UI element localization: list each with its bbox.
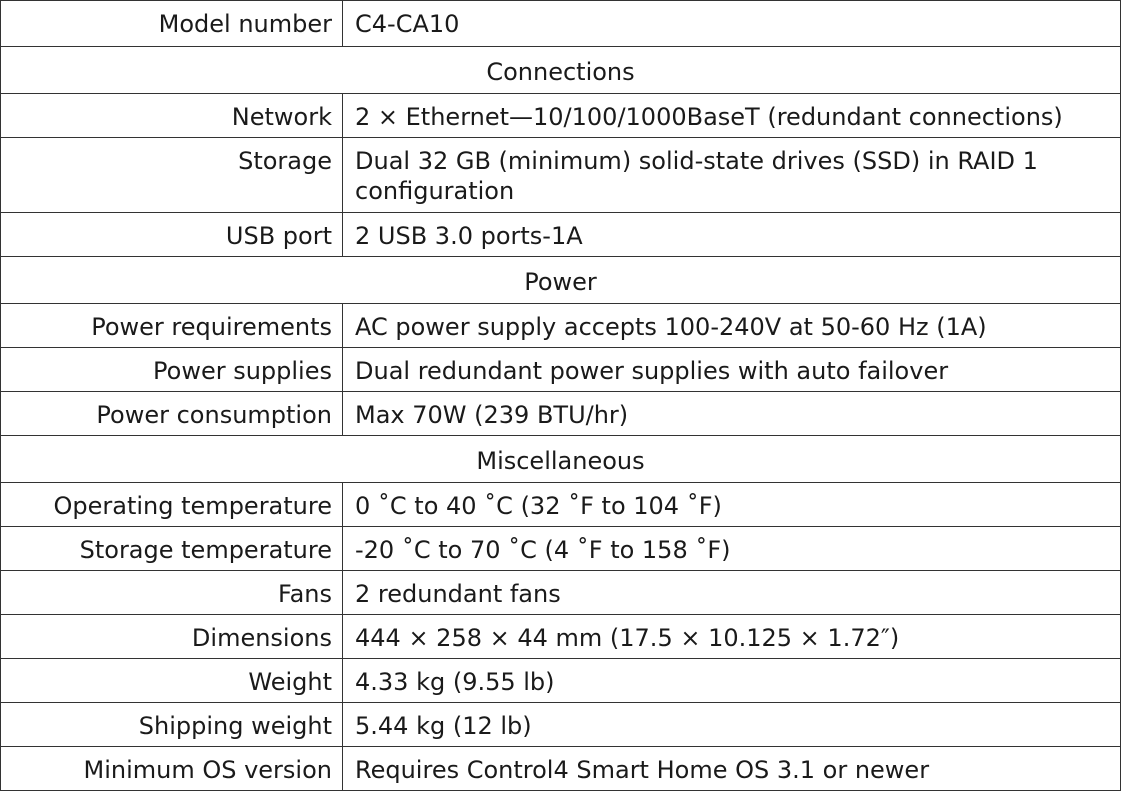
table-row-minimum-os-version <box>1 747 1121 791</box>
table-row-operating-temperature <box>1 483 1121 527</box>
row-value: Dual 32 GB (minimum) solid-state drives (SSD) in RAID 1 configuration <box>343 138 1121 213</box>
row-label: Operating temperature <box>1 483 343 527</box>
row-label: Weight <box>1 659 343 703</box>
row-value: 5.44 kg (12 lb) <box>343 703 1121 747</box>
row-label: Storage temperature <box>1 527 343 571</box>
row-label: USB port <box>1 213 343 257</box>
section-header-miscellaneous <box>1 436 1121 483</box>
table-row-storage <box>1 138 1121 213</box>
row-value: 0 ˚C to 40 ˚C (32 ˚F to 104 ˚F) <box>343 483 1121 527</box>
row-label: Power supplies <box>1 348 343 392</box>
row-value: Dual redundant power supplies with auto failover <box>343 348 1121 392</box>
table-row-power-consumption <box>1 392 1121 436</box>
row-value: 4.33 kg (9.55 lb) <box>343 659 1121 703</box>
row-label: Shipping weight <box>1 703 343 747</box>
table-row-shipping-weight <box>1 703 1121 747</box>
table-row-usb-port <box>1 213 1121 257</box>
section-title: Miscellaneous <box>1 436 1121 483</box>
row-value: 2 × Ethernet—10/100/1000BaseT (redundant connections) <box>343 94 1121 138</box>
row-label: Power consumption <box>1 392 343 436</box>
row-value: 2 redundant fans <box>343 571 1121 615</box>
row-value: -20 ˚C to 70 ˚C (4 ˚F to 158 ˚F) <box>343 527 1121 571</box>
row-value: Requires Control4 Smart Home OS 3.1 or newer <box>343 747 1121 791</box>
table-row-model-number <box>1 1 1121 47</box>
row-label: Dimensions <box>1 615 343 659</box>
table-row-weight <box>1 659 1121 703</box>
row-value: AC power supply accepts 100-240V at 50-60 Hz (1A) <box>343 304 1121 348</box>
table-row-storage-temperature <box>1 527 1121 571</box>
row-label: Fans <box>1 571 343 615</box>
row-label: Storage <box>1 138 343 213</box>
table-row-network <box>1 94 1121 138</box>
table-row-power-requirements <box>1 304 1121 348</box>
section-title: Power <box>1 257 1121 304</box>
section-header-power <box>1 257 1121 304</box>
row-label: Minimum OS version <box>1 747 343 791</box>
section-title: Connections <box>1 47 1121 94</box>
row-value: 444 × 258 × 44 mm (17.5 × 10.125 × 1.72″) <box>343 615 1121 659</box>
row-label: Network <box>1 94 343 138</box>
row-value: C4-CA10 <box>343 1 1121 47</box>
table-row-power-supplies <box>1 348 1121 392</box>
row-label: Model number <box>1 1 343 47</box>
table-row-fans <box>1 571 1121 615</box>
section-header-connections <box>1 47 1121 94</box>
row-value: 2 USB 3.0 ports-1A <box>343 213 1121 257</box>
row-value: Max 70W (239 BTU/hr) <box>343 392 1121 436</box>
row-label: Power requirements <box>1 304 343 348</box>
table-row-dimensions <box>1 615 1121 659</box>
